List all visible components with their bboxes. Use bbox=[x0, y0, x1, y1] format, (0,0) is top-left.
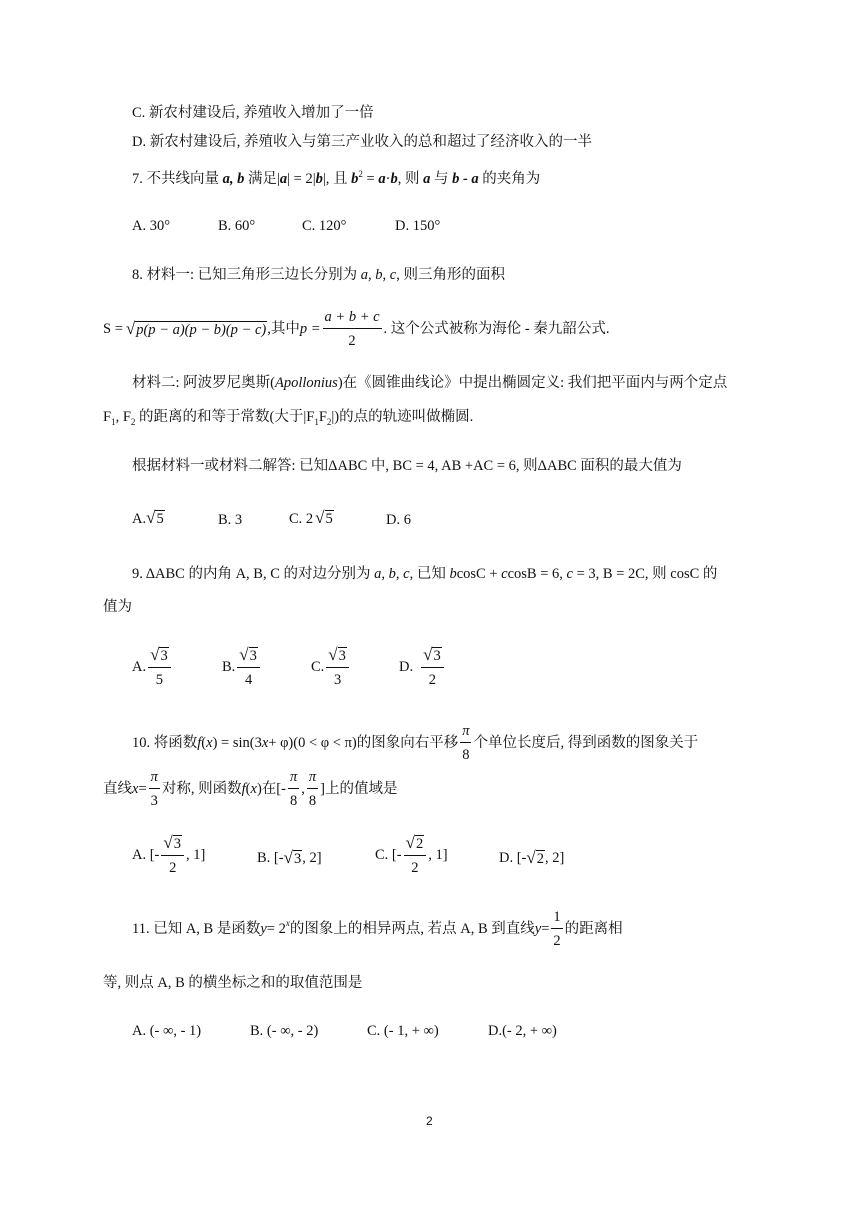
q8-option-d: D. 6 bbox=[386, 512, 411, 528]
q8-option-a: A.√5 bbox=[132, 508, 164, 527]
q8-fraction: $\frac{a + b + c}{2}$ bbox=[324, 309, 380, 349]
q8-option-c: C. 2 √5 bbox=[289, 508, 333, 527]
q10-stem-line1: 10. 将函数 f ( x ) = sin(3 x + φ)(0 < φ < π)的图象向右平移 $\frac{\pi}{8}$ 个单位长度后, 得到函数的图象关于 bbox=[132, 723, 699, 763]
page-number: 2 bbox=[426, 1114, 433, 1128]
q9-option-b: B. $\frac{√3}{4}$ bbox=[222, 646, 262, 689]
q8-question: 根据材料一或材料二解答: 已知ΔABC 中, BC = 4, AB +AC = 6, 则ΔABC 面积的最大值为 bbox=[132, 458, 682, 474]
q11-option-d: D.(- 2, + ∞) bbox=[488, 1023, 557, 1039]
q8-material-1: 8. 材料一: 已知三角形三边长分别为 a, b, c, 则三角形的面积 bbox=[132, 267, 505, 283]
q9-option-a: A. $\frac{√3}{5}$ bbox=[132, 646, 173, 689]
q8-option-b: B. 3 bbox=[218, 512, 243, 528]
q11-option-b: B. (- ∞, - 2) bbox=[250, 1023, 319, 1039]
q10-option-d: D. [- √2 , 2] bbox=[499, 848, 565, 867]
q6-option-d: D. 新农村建设后, 养殖收入与第三产业收入的总和超过了经济收入的一半 bbox=[132, 134, 592, 150]
q8-material-2-line2: $F_1$, $F_2$ 的距离的和等于常数(大于$|F_1F_2|$)的点的轨迹叫做椭圆. bbox=[103, 409, 474, 427]
q10-option-c: C. [- $\frac{√2}{2}$ , 1] bbox=[375, 833, 448, 876]
q11-option-a: A. (- ∞, - 1) bbox=[132, 1023, 202, 1039]
q10-option-a: A. [- $\frac{√3}{2}$ , 1] bbox=[132, 833, 206, 876]
q10-option-b: B. [- √3 , 2] bbox=[257, 848, 322, 867]
q9-stem-line1: 9. ΔABC 的内角 A, B, C 的对边分别为 a, b, c, 已知 bcosC + ccosB = 6, c = 3, B = 2C, 则 cosC 的 bbox=[132, 566, 718, 582]
q7-option-b: B. 60° bbox=[218, 218, 256, 234]
q9-option-d: D. $\frac{√3}{2}$ bbox=[399, 646, 446, 689]
q11-stem-line1: 11. 已知 A, B 是函数 y = 2 $^x$ 的图象上的相异两点, 若点 A, B 到直线 y = $\frac{1}{2}$ 的距离相 bbox=[132, 909, 623, 949]
q9-stem-line2: 值为 bbox=[103, 599, 132, 615]
q8-heron-formula: S = √p(p − a)(p − b)(p − c) ,其中 p = $\frac{a + b + c}{2}$ . 这个公式被称为海伦 - 秦九韶公式. bbox=[103, 309, 610, 349]
q9-option-c: C. $\frac{√3}{3}$ bbox=[311, 646, 351, 689]
q8-material-2-line1: 材料二: 阿波罗尼奥斯(Apollonius)在《圆锥曲线论》中提出椭圆定义: 我们把平面内与两个定点 bbox=[132, 375, 728, 391]
q7-option-a: A. 30° bbox=[132, 218, 171, 234]
q10-stem-line2: 直线 x = $\frac{\pi}{3}$ 对称, 则函数 f ( x )在[- $\frac{\pi}{8}$ , $\frac{\pi}{8}$ ]上的值域是 bbox=[103, 769, 398, 809]
q6-option-c: C. 新农村建设后, 养殖收入增加了一倍 bbox=[132, 105, 374, 121]
q11-stem-line2: 等, 则点 A, B 的横坐标之和的取值范围是 bbox=[103, 975, 363, 991]
q7-option-d: D. 150° bbox=[395, 218, 441, 234]
q7-stem: 7. 不共线向量 a, b 满足|a| = 2|b|, 且 $b^2 = a\cdot b$, 则 a 与 b - a 的夹角为 bbox=[132, 169, 541, 187]
q11-option-c: C. (- 1, + ∞) bbox=[367, 1023, 439, 1039]
q7-option-c: C. 120° bbox=[302, 218, 347, 234]
